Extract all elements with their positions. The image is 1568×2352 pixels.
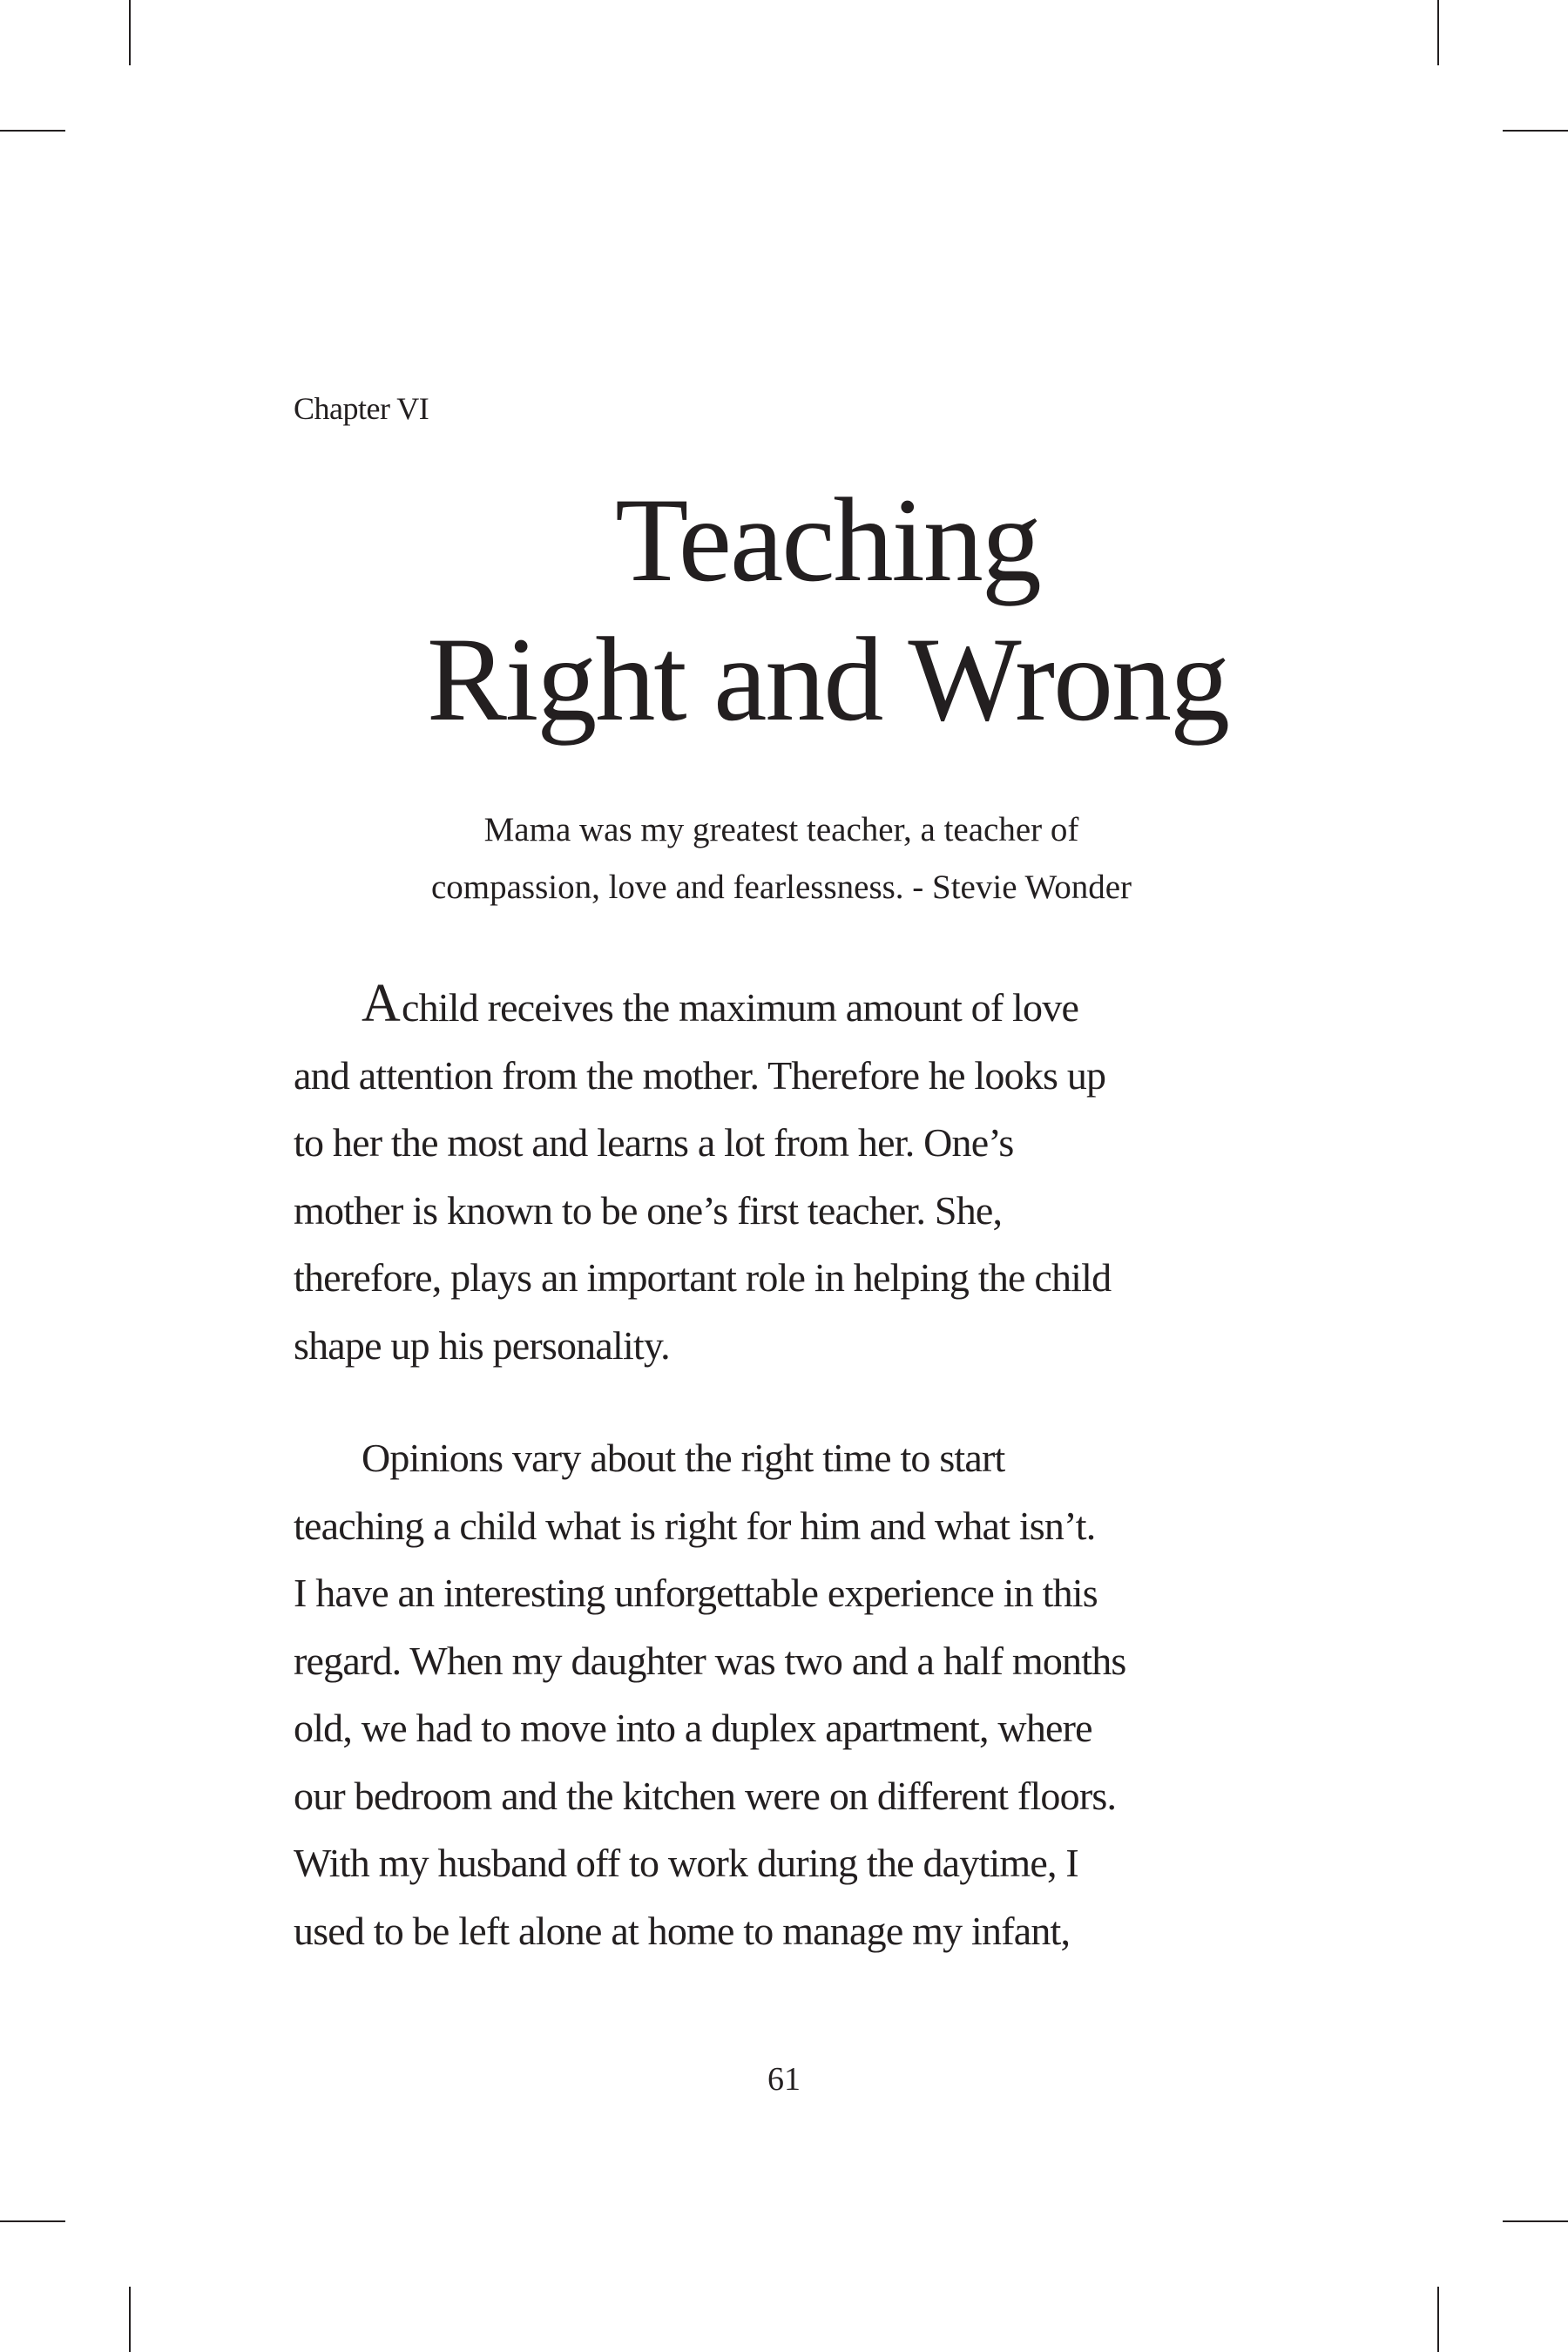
page-number bbox=[0, 2060, 1568, 2099]
chapter-label: Chapter VI bbox=[294, 391, 429, 426]
crop-mark-top-right-vertical bbox=[1437, 0, 1439, 65]
crop-mark-bottom-right-vertical bbox=[1437, 2287, 1439, 2352]
drop-cap-letter: A bbox=[362, 974, 400, 1033]
crop-mark-bottom-left-vertical bbox=[129, 2287, 131, 2352]
paragraph-line: therefore, plays an important role in helping the child bbox=[294, 1255, 1112, 1300]
paragraph-line: our bedroom and the kitchen were on different floors. bbox=[294, 1773, 1117, 1818]
paragraph-1 bbox=[294, 974, 1287, 1379]
chapter-title bbox=[0, 470, 1568, 749]
epigraph-line-1: Mama was my greatest teacher, a teacher of bbox=[483, 811, 1079, 848]
paragraph-line: mother is known to be one’s first teacher. She, bbox=[294, 1187, 1003, 1233]
crop-mark-bottom-right-horizontal bbox=[1503, 2220, 1568, 2222]
title-line-1: Teaching bbox=[615, 473, 1040, 606]
epigraph-quote bbox=[294, 801, 1269, 916]
paragraph-line: Opinions vary about the right time to start bbox=[362, 1436, 1005, 1480]
crop-mark-bottom-left-horizontal bbox=[0, 2220, 65, 2222]
epigraph-line-2: compassion, love and fearlessness. - Stevie Wonder bbox=[430, 868, 1132, 906]
paragraph-line: I have an interesting unforgettable experience in this bbox=[294, 1571, 1098, 1615]
paragraph-line: old, we had to move into a duplex apartment, where bbox=[294, 1706, 1092, 1750]
paragraph-line: shape up his personality. bbox=[294, 1322, 670, 1368]
paragraph-2 bbox=[294, 1424, 1287, 1964]
paragraph-line: teaching a child what is right for him and what isn’t. bbox=[294, 1503, 1096, 1548]
paragraph-line: With my husband off to work during the daytime, I bbox=[294, 1841, 1078, 1885]
first-line-text: child receives the maximum amount of love bbox=[401, 985, 1079, 1030]
paragraph-line: and attention from the mother. Therefore he looks up bbox=[294, 1052, 1106, 1098]
crop-mark-top-left-horizontal bbox=[0, 130, 65, 132]
title-line-2: Right and Wrong bbox=[426, 612, 1229, 746]
paragraph-line: regard. When my daughter was two and a half months bbox=[294, 1638, 1126, 1683]
paragraph-line: used to be left alone at home to manage my infant, bbox=[294, 1908, 1071, 1953]
crop-mark-top-right-horizontal bbox=[1503, 130, 1568, 132]
crop-mark-top-left-vertical bbox=[129, 0, 131, 65]
paragraph-line bbox=[294, 974, 1287, 1042]
paragraph-line: to her the most and learns a lot from her. One’s bbox=[294, 1120, 1014, 1165]
page-number-text: 61 bbox=[767, 2061, 801, 2098]
